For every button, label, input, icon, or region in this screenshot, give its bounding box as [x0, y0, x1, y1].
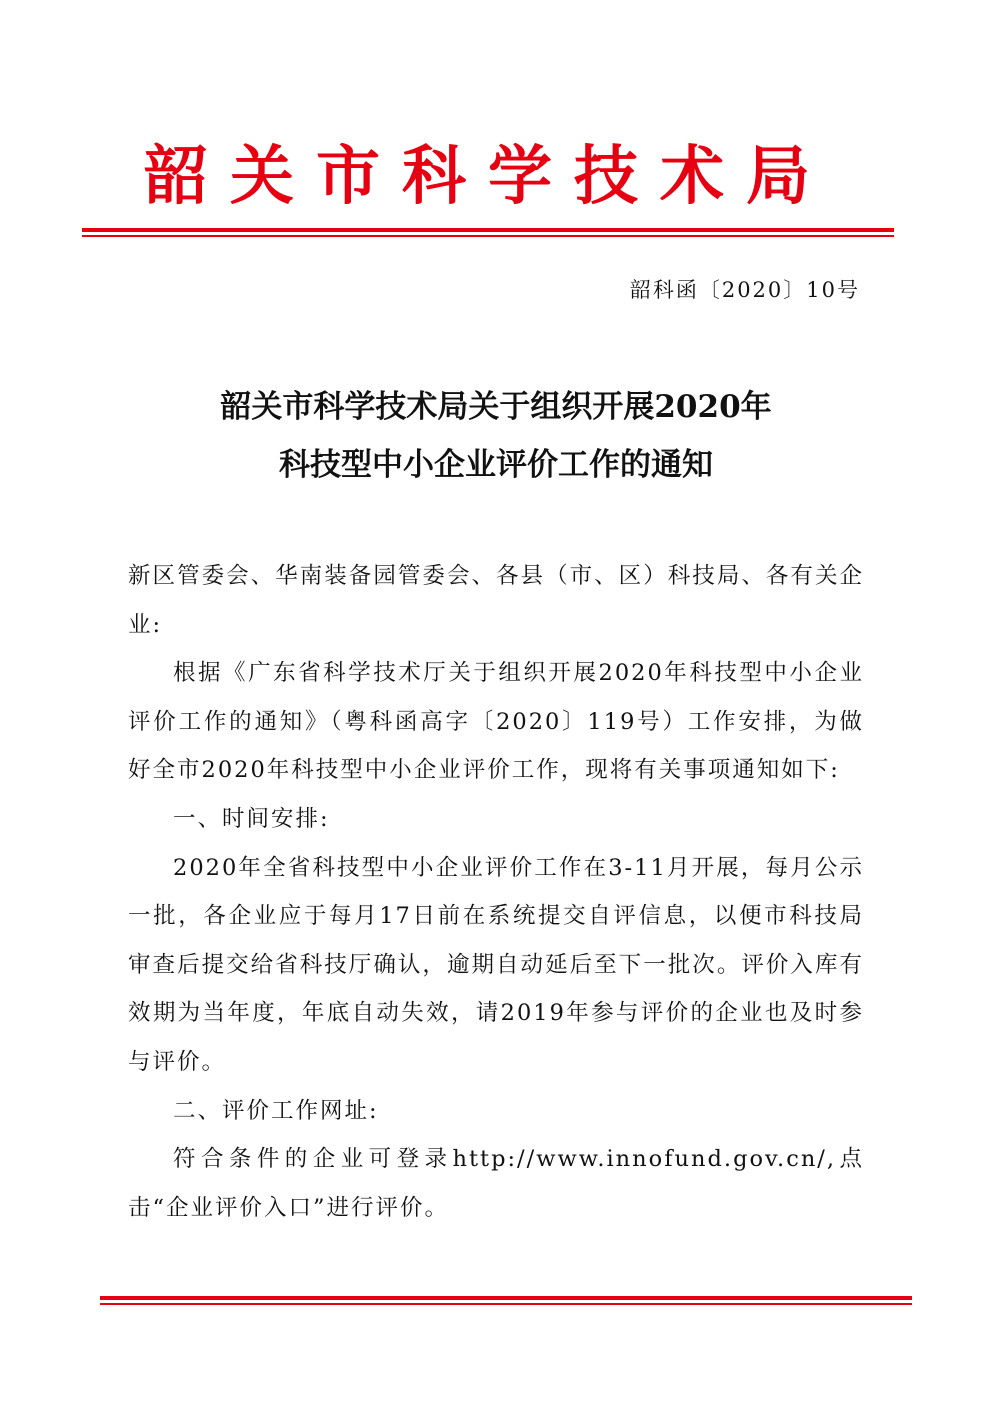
salutation: 新区管委会、华南装备园管委会、各县（市、区）科技局、各有关企业: — [128, 563, 864, 638]
document-title — [100, 378, 892, 494]
footer-divider-thick-line — [100, 1296, 912, 1300]
intro-paragraph: 根据《广东省科学技术厅关于组织开展2020年科技型中小企业评价工作的通知》（粤科函高字〔2020〕119号）工作安排，为做好全市2020年科技型中小企业评价工作，现将有关事项通知如下: — [128, 660, 864, 784]
divider-thin-line — [82, 235, 894, 237]
footer-divider-thin-line — [100, 1303, 912, 1305]
divider-thick-line — [82, 228, 894, 232]
section-1-paragraph: 2020年全省科技型中小企业评价工作在3-11月开展，每月公示一批，各企业应于每月17日前在系统提交自评信息，以便市科技局审查后提交给省科技厅确认，逾期自动延后至下一批次。评价入库有效期为当年度，年底自动失效，请2019年参与评价的企业也及时参与评价。 — [128, 854, 864, 1075]
section-2-paragraph: 符合条件的企业可登录http://www.innofund.gov.cn/,点击“企业评价入口”进行评价。 — [128, 1146, 864, 1221]
document-body — [128, 552, 864, 1232]
document-number: 韶科函〔2020〕10号 — [629, 278, 860, 302]
section-1-heading: 一、时间安排: — [173, 805, 330, 832]
letterhead-title: 韶关市科学技术局 — [144, 139, 832, 214]
document-title-line-2: 科技型中小企业评价工作的通知 — [279, 447, 713, 483]
document-title-line-1: 韶关市科学技术局关于组织开展2020年 — [220, 389, 772, 425]
section-2-heading: 二、评价工作网址: — [173, 1097, 379, 1124]
